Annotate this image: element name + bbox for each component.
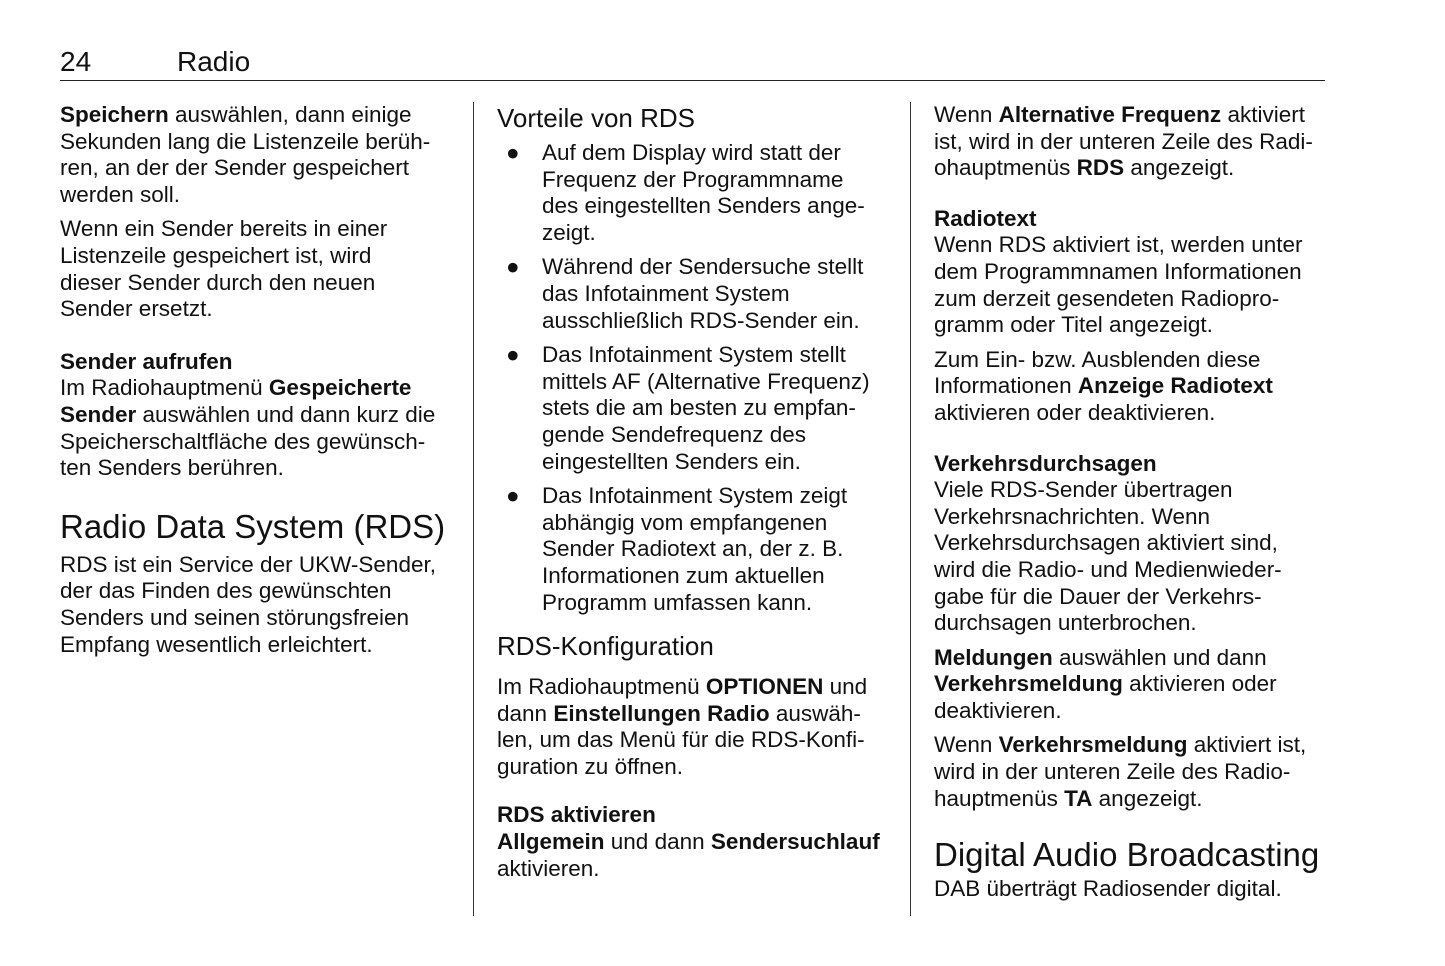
list-item: ● Das Infotainment System zeigt abhängig vom empfangenen Sender Radiotext an, der z. B. Informationen zum aktuellen Programm umfassen kann. — [506, 483, 848, 615]
heading-rds-konfiguration: RDS-Konfiguration — [497, 631, 714, 662]
list-item: ● Während der Sendersuche stellt das Infotainment System ausschließlich RDS-Sender ein. — [506, 254, 864, 333]
subheading-radiotext: Radiotext — [934, 205, 1037, 231]
column-middle — [497, 102, 892, 890]
paragraph-anzeige-radiotext: Zum Ein- bzw. Ausblenden diese Informationen Anzeige Radiotext aktivieren oder deaktivieren. — [934, 346, 1273, 425]
bullet-icon: ● — [506, 342, 520, 368]
paragraph-dab: DAB überträgt Radiosender digital. — [934, 876, 1282, 902]
column-left — [60, 102, 455, 666]
bullet-icon: ● — [506, 254, 520, 280]
paragraph-rds-aktivieren: Allgemein und dann Sendersuchlauf aktivieren. — [497, 829, 880, 881]
subheading-rds-aktivieren: RDS aktivieren — [497, 802, 656, 828]
term-speichern: Speichern — [60, 102, 169, 127]
bullet-icon: ● — [506, 140, 520, 165]
paragraph-ersetzt: Wenn ein Sender bereits in einer Listenzeile gespeichert ist, wird dieser Sender durch den neuen Sender ersetzt. — [60, 216, 388, 322]
heading-radio-data-system: Radio Data System (RDS) — [60, 507, 446, 545]
paragraph-verkehrsmeldung-ta: Wenn Verkehrsmeldung aktiviert ist, wird in der unteren Zeile des Radio- hauptmenüs TA angezeigt. — [934, 732, 1307, 811]
paragraph-radiotext: Wenn RDS aktiviert ist, werden unter dem Programmnamen Informationen zum derzeit gesendeten Radiopro- gramm oder Titel angezeigt. — [934, 232, 1303, 338]
column-divider-left — [473, 102, 474, 916]
page-number: 24 — [60, 46, 92, 77]
bullet-icon: ● — [506, 483, 520, 509]
paragraph-rds-intro: RDS ist ein Service der UKW-Sender, der das Finden des gewünschten Senders und seinen störungsfreien Empfang wesentlich erleichtert. — [60, 551, 436, 657]
paragraph-rds-konfiguration: Im Radiohauptmenü OPTIONEN und dann Einstellungen Radio auswäh- len, um das Menü für die RDS-Konfi- guration zu öffnen. — [497, 674, 868, 779]
heading-digital-audio-broadcasting: Digital Audio Broadcasting — [934, 836, 1320, 874]
bullet-list-rds-benefits — [497, 140, 892, 616]
paragraph-verkehrsdurchsagen: Viele RDS-Sender übertragen Verkehrsnachrichten. Wenn Verkehrsdurchsagen aktiviert sind, wird die Radio- und Medienwieder- gabe für die Dauer der Verkehrs- durchsagen unterbrochen. — [934, 477, 1282, 636]
subheading-verkehrsdurchsagen: Verkehrsdurchsagen — [934, 450, 1157, 476]
heading-vorteile-von-rds: Vorteile von RDS — [497, 103, 695, 133]
chapter-title: Radio — [177, 46, 251, 77]
column-right — [934, 102, 1334, 911]
paragraph-speichern: Speichern auswählen, dann einige Sekunden lang die Listenzeile berüh- ren, an der der Sender gespeichert werden soll. — [60, 102, 431, 207]
paragraph-sender-aufrufen: Im Radiohauptmenü Gespeicherte Sender auswählen und dann kurz die Speicherschaltfläche des gewünsch- ten Senders berühren. — [60, 375, 436, 481]
list-item: ● Auf dem Display wird statt der Frequenz der Programmname des eingestellten Senders ange- zeigt. — [506, 140, 865, 245]
subheading-sender-aufrufen: Sender aufrufen — [60, 348, 233, 374]
list-item: ● Das Infotainment System stellt mittels AF (Alternative Frequenz) stets die am besten zu empfan- gende Sendefrequenz des eingestellten Senders ein. — [506, 342, 870, 474]
paragraph-alternative-frequenz: Wenn Alternative Frequenz aktiviert ist, wird in der unteren Zeile des Radi- ohauptmenüs RDS angezeigt. — [934, 102, 1313, 181]
column-divider-right — [910, 102, 911, 916]
page-header — [60, 44, 1325, 81]
paragraph-meldungen: Meldungen auswählen und dann Verkehrsmeldung aktivieren oder deaktivieren. — [934, 644, 1277, 723]
